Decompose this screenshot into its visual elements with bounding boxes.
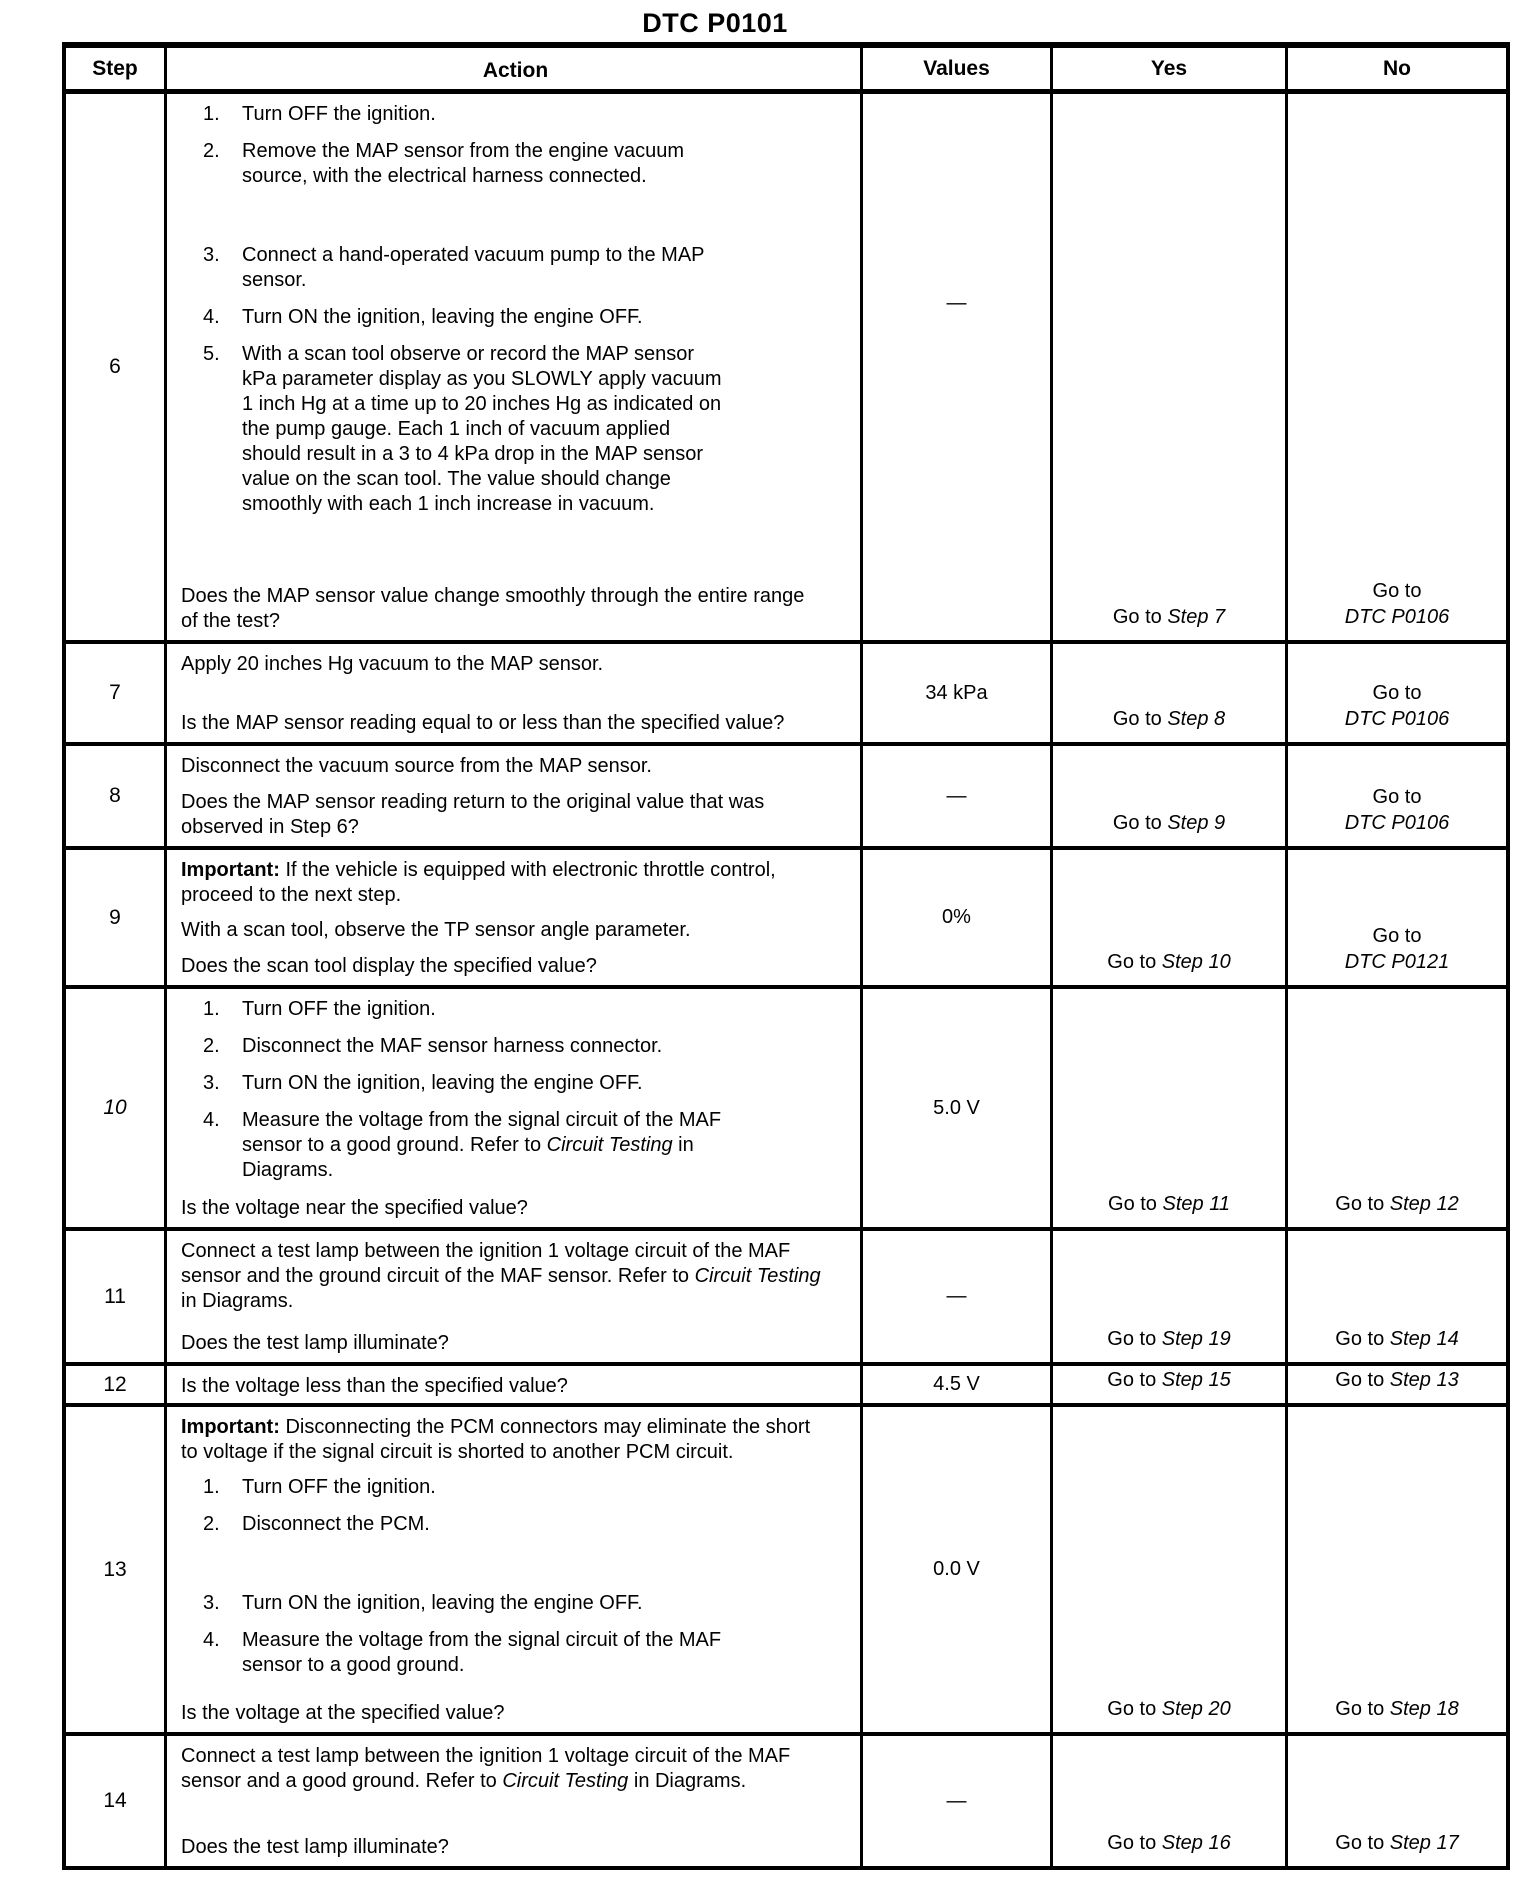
text-run: Step 20 [1161,1698,1231,1720]
action-cell [167,989,863,1227]
text-run: Go to [1372,580,1422,602]
text-run: Is the voltage near the specified value? [181,1197,528,1219]
table-row-step-6 [66,94,1506,644]
text-run: Does the test lamp illuminate? [181,1332,449,1354]
goto-line [1113,706,1225,732]
list-item-text [242,997,436,1022]
text-run: Step 13 [1389,1369,1459,1391]
text-run: Turn OFF the ignition. [242,998,436,1020]
goto-line [1373,923,1422,949]
step-number: 12 [66,1366,167,1403]
action-question [181,954,821,979]
yes-goto [1053,989,1288,1227]
no-goto [1288,1407,1506,1732]
list-item-number: 3. [203,1592,220,1614]
value-text: 0% [863,850,1053,985]
yes-goto [1053,94,1288,640]
text-run: Step 18 [1389,1698,1459,1720]
action-list-item [181,342,850,517]
list-item-text [242,305,643,330]
step-number: 14 [66,1736,167,1866]
action-list-item [181,243,850,293]
table-row-step-10 [66,989,1506,1231]
text-run: Circuit Testing [694,1265,821,1287]
yes-goto [1053,1366,1288,1403]
goto-line [1373,784,1422,810]
action-list-item [181,1071,850,1096]
list-item-number: 2. [203,1513,220,1535]
text-run: Step 15 [1161,1369,1231,1391]
action-cell [167,746,863,846]
text-run: Disconnect the vacuum source from the MAP sensor. [181,755,652,777]
step-number: 13 [66,1407,167,1732]
text-run: Does the MAP sensor value change smoothly through the entire range of the test? [181,585,805,632]
action-list-item [181,997,850,1022]
text-run: Go to [1372,786,1422,808]
document-title: DTC P0101 [642,8,788,38]
action-question [181,1331,821,1356]
text-run: Circuit Testing [546,1134,673,1156]
text-run: Step 8 [1167,708,1226,730]
list-item-text [242,243,722,293]
step-number: 9 [66,850,167,985]
text-run: Go to [1112,708,1168,730]
text-run: Step 14 [1389,1328,1459,1350]
header-values: Values [863,48,1053,89]
action-list-item [181,1475,850,1500]
list-item-text [242,1591,643,1616]
list-item-text [242,1628,722,1678]
no-goto [1288,1231,1506,1362]
text-run: in Diagrams. [242,1134,694,1181]
table-row-step-8 [66,746,1506,850]
text-run: in Diagrams. [181,1290,294,1312]
text-run: Go to [1112,606,1168,628]
value-text: 34 kPa [863,644,1053,742]
no-goto [1288,1736,1506,1866]
text-run: Step 16 [1161,1832,1231,1854]
list-item-number: 1. [203,103,220,125]
value-text: 0.0 V [863,1407,1053,1732]
text-run: Turn ON the ignition, leaving the engine OFF. [242,1072,643,1094]
action-cell [167,850,863,985]
list-item-number: 2. [203,140,220,162]
text-run: Is the voltage less than the specified value? [181,1375,568,1397]
text-run: Does the scan tool display the specified value? [181,955,597,977]
table-row-step-12 [66,1366,1506,1407]
yes-goto [1053,1231,1288,1362]
list-item-number: 2. [203,1035,220,1057]
step-number: 11 [66,1231,167,1362]
list-item-text [242,102,436,127]
action-paragraph [181,1374,821,1399]
text-run: Turn ON the ignition, leaving the engine OFF. [242,306,643,328]
gap-placeholder [181,1549,850,1591]
list-item-text [242,1034,662,1059]
goto-line [1113,810,1225,836]
no-goto [1288,746,1506,846]
text-run: Turn OFF the ignition. [242,1476,436,1498]
table-header-row [66,48,1506,94]
goto-line [1335,1696,1458,1722]
action-question [181,711,821,736]
table-row-step-11 [66,1231,1506,1366]
goto-line [1335,1367,1458,1393]
goto-line [1113,604,1225,630]
table-row-step-14 [66,1736,1506,1866]
action-list-item [181,102,850,127]
text-run: Measure the voltage from the signal circuit of the MAF sensor to a good ground. [242,1629,722,1676]
no-goto [1288,94,1506,640]
text-run: DTC P0121 [1344,951,1450,973]
text-run: Go to [1335,1328,1390,1350]
action-question [181,584,821,634]
action-paragraph [181,858,821,908]
list-item-number: 4. [203,1629,220,1651]
no-goto [1288,644,1506,742]
text-run: Apply 20 inches Hg vacuum to the MAP sensor. [181,653,604,675]
text-run: Does the test lamp illuminate? [181,1836,449,1858]
text-run: Step 19 [1161,1328,1231,1350]
goto-line [1335,1830,1458,1856]
action-cell [167,1231,863,1362]
value-text: — [863,94,1053,640]
action-list-item [181,1034,850,1059]
text-run: Go to [1335,1193,1390,1215]
list-item-text [242,1475,436,1500]
list-item-text [242,139,722,189]
goto-line [1335,1326,1458,1352]
header-step: Step [66,48,167,89]
table-row-step-7 [66,644,1506,746]
goto-line [1373,578,1422,604]
goto-line [1107,949,1230,975]
goto-line [1108,1191,1230,1217]
text-run: Connect a test lamp between the ignition 1 voltage circuit of the MAF sensor and the ground circuit of the MAF sensor. Refer to [181,1240,791,1287]
step-number: 10 [66,989,167,1227]
text-run: With a scan tool, observe the TP sensor angle parameter. [181,919,691,941]
goto-line [1107,1696,1230,1722]
table-row-step-9 [66,850,1506,989]
text-run: Connect a hand-operated vacuum pump to the MAP sensor. [242,244,705,291]
action-list-item [181,139,850,189]
text-run: Step 12 [1389,1193,1459,1215]
text-run: DTC P0106 [1344,812,1450,834]
text-run: Go to [1372,925,1422,947]
action-list-item [181,1512,850,1537]
yes-goto [1053,746,1288,846]
text-run: Step 7 [1167,606,1226,628]
text-run: Circuit Testing [502,1770,629,1792]
text-run: in Diagrams. [628,1770,747,1792]
step-number: 8 [66,746,167,846]
text-run: DTC P0106 [1344,708,1450,730]
text-run: Go to [1107,1328,1162,1350]
goto-line [1345,949,1450,975]
value-text: — [863,1736,1053,1866]
text-run: Step 9 [1167,812,1226,834]
text-run: Go to [1335,1698,1390,1720]
text-run: Remove the MAP sensor from the engine vacuum source, with the electrical harness connected. [242,140,685,187]
text-run: Connect a test lamp between the ignition 1 voltage circuit of the MAF sensor and a good ground. Refer to [181,1745,791,1792]
dtc-table [62,42,1510,1870]
gap-placeholder [181,201,850,243]
action-cell [167,1736,863,1866]
goto-line [1345,604,1450,630]
action-paragraph [181,754,821,779]
text-run: Step 11 [1162,1193,1230,1215]
goto-line [1335,1191,1458,1217]
header-no: No [1383,56,1411,80]
action-question [181,790,821,840]
text-run: Go to [1112,812,1168,834]
text-run: Go to [1107,1698,1162,1720]
action-list-item [181,305,850,330]
value-text: 5.0 V [863,989,1053,1227]
text-run: Important: [181,1416,280,1438]
text-run: Disconnecting the PCM connectors may eliminate the short to voltage if the signal circuit is shorted to another PCM circuit. [181,1416,811,1463]
list-item-number: 1. [203,998,220,1020]
header-action: Action [167,48,863,89]
list-item-number: 3. [203,244,220,266]
goto-line [1373,680,1422,706]
action-list-item [181,1108,850,1183]
value-text: — [863,1231,1053,1362]
no-goto [1288,850,1506,985]
text-run: Step 17 [1389,1832,1459,1854]
action-paragraph [181,652,821,677]
text-run: Measure the voltage from the signal circuit of the MAF sensor to a good ground. Refer to [242,1109,722,1156]
action-list-item [181,1628,850,1678]
text-run: Does the MAP sensor reading return to the original value that was observed in Step 6? [181,791,765,838]
action-list-item [181,1591,850,1616]
goto-line [1107,1830,1230,1856]
value-text: — [863,746,1053,846]
list-item-text [242,1071,643,1096]
yes-goto [1053,1736,1288,1866]
table-row-step-13 [66,1407,1506,1736]
goto-line [1345,810,1450,836]
text-run: Disconnect the PCM. [242,1513,430,1535]
goto-line [1107,1326,1230,1352]
text-run: With a scan tool observe or record the MAP sensor kPa parameter display as you SLOWLY apply vacuum 1 inch Hg at a time up to 20 inches Hg as indicated on the pump gauge. Each 1 inch of vacuum applied should result in a 3 to 4 kPa drop in the MAP sensor value on the scan tool. The value should change smoothly with each 1 inch increase in vacuum. [242,343,722,515]
text-run: Go to [1107,951,1162,973]
action-paragraph [181,918,821,943]
text-run: Disconnect the MAF sensor harness connector. [242,1035,663,1057]
list-item-number: 1. [203,1476,220,1498]
action-question [181,1835,821,1860]
action-question [181,1701,821,1726]
text-run: Go to [1107,1369,1162,1391]
action-cell [167,1366,863,1403]
yes-goto [1053,850,1288,985]
list-item-number: 4. [203,306,220,328]
action-paragraph [181,1744,821,1794]
text-run: Go to [1372,682,1422,704]
action-question [181,1196,821,1221]
text-run: Is the voltage at the specified value? [181,1702,505,1724]
yes-goto [1053,1407,1288,1732]
action-cell [167,644,863,742]
action-paragraph [181,1415,821,1465]
step-number: 7 [66,644,167,742]
text-run: DTC P0106 [1344,606,1450,628]
no-goto [1288,989,1506,1227]
text-run: Go to [1335,1832,1390,1854]
text-run: Turn OFF the ignition. [242,103,436,125]
text-run: Is the MAP sensor reading equal to or less than the specified value? [181,712,785,734]
list-item-number: 4. [203,1109,220,1131]
list-item-number: 3. [203,1072,220,1094]
goto-line [1345,706,1450,732]
list-item-text [242,342,722,517]
list-item-number: 5. [203,343,220,365]
text-run: Go to [1335,1369,1390,1391]
list-item-text [242,1108,722,1183]
text-run: Go to [1108,1193,1163,1215]
step-number: 6 [66,94,167,640]
goto-line [1107,1367,1230,1393]
header-yes: Yes [1053,48,1288,89]
action-paragraph [181,1239,821,1314]
text-run: Important: [181,859,280,881]
list-item-text [242,1512,430,1537]
action-cell [167,94,863,640]
text-run: Go to [1107,1832,1162,1854]
yes-goto [1053,644,1288,742]
no-goto [1288,1366,1506,1403]
text-run: If the vehicle is equipped with electronic throttle control, proceed to the next step. [181,859,776,906]
text-run: Step 10 [1161,951,1231,973]
text-run: Turn ON the ignition, leaving the engine OFF. [242,1592,643,1614]
value-text: 4.5 V [863,1366,1053,1403]
action-cell [167,1407,863,1732]
